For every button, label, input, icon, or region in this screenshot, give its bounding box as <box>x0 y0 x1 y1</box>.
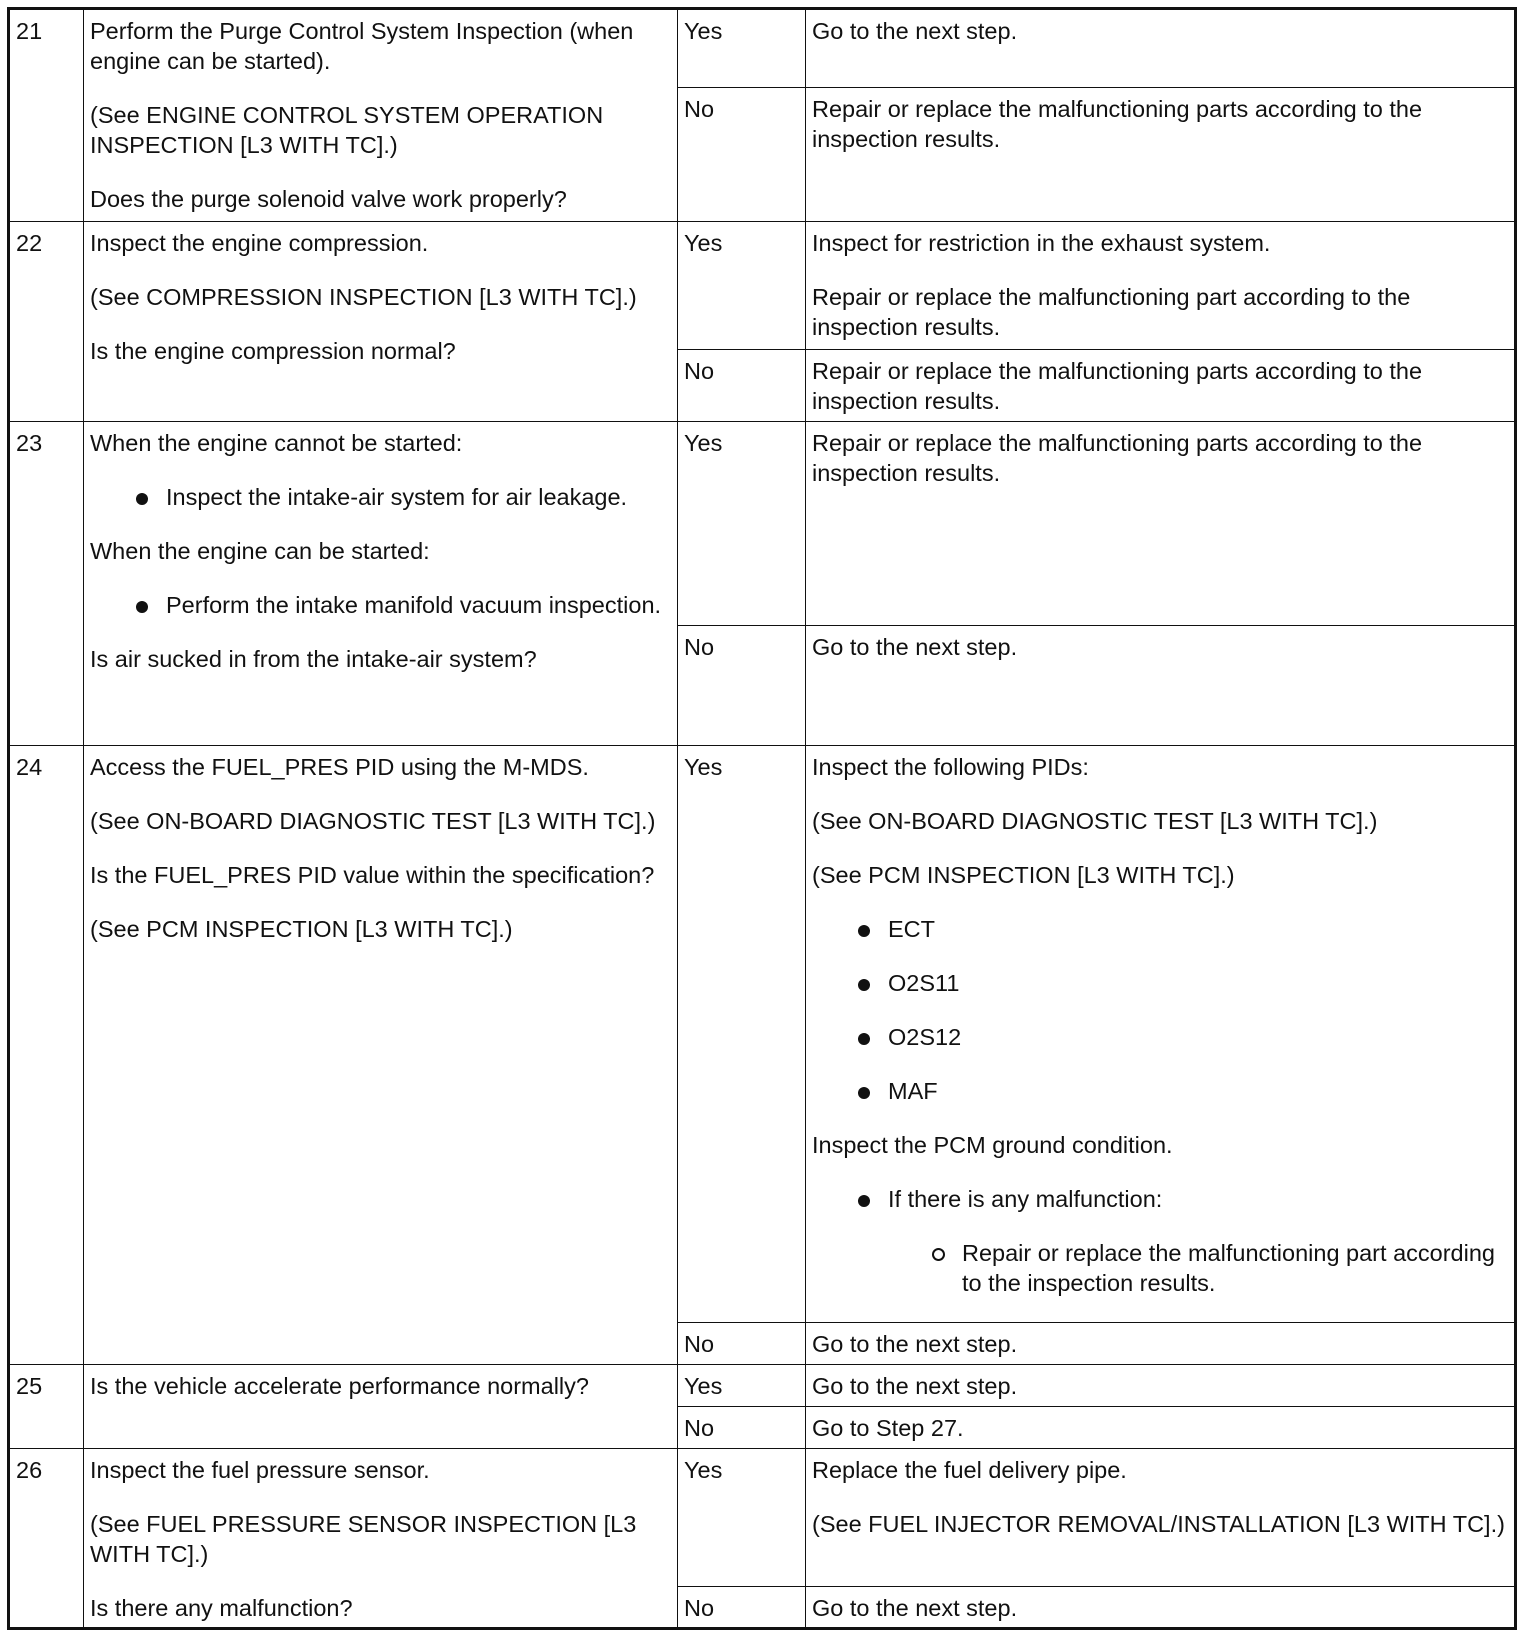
no-result: Go to the next step. <box>806 1587 1516 1629</box>
action-text: Inspect the fuel pressure sensor. <box>90 1457 430 1483</box>
yes-result: Repair or replace the malfunctioning parts according to the inspection results. <box>806 422 1516 626</box>
action-text: When the engine cannot be started: <box>90 430 463 456</box>
pid-item: O2S11 <box>812 968 1508 998</box>
result-text: Repair or replace the malfunctioning part according to the inspection results. <box>812 284 1411 340</box>
step-number: 22 <box>9 222 84 422</box>
reference-text: (See ON-BOARD DIAGNOSTIC TEST [L3 WITH TC].) <box>812 808 1378 834</box>
pid-item: O2S12 <box>812 1022 1508 1052</box>
result-text: Inspect the PCM ground condition. <box>812 1132 1173 1158</box>
list-item: If there is any malfunction: <box>812 1184 1508 1214</box>
pid-item: MAF <box>812 1076 1508 1106</box>
table-row <box>9 746 1516 1323</box>
yes-result <box>806 746 1516 1323</box>
question-text: Is the engine compression normal? <box>90 338 456 364</box>
bullet-list <box>812 1184 1508 1214</box>
no-result: Repair or replace the malfunctioning parts according to the inspection results. <box>806 350 1516 422</box>
result-text: Replace the fuel delivery pipe. <box>812 1457 1127 1483</box>
step-number: 23 <box>9 422 84 746</box>
action-text: Access the FUEL_PRES PID using the M-MDS. <box>90 754 589 780</box>
action-text: Inspect the engine compression. <box>90 230 429 256</box>
yes-label: Yes <box>678 9 806 88</box>
no-label: No <box>678 626 806 746</box>
no-label: No <box>678 88 806 222</box>
no-result: Go to the next step. <box>806 626 1516 746</box>
action-cell <box>84 1365 678 1449</box>
list-item: Perform the intake manifold vacuum inspection. <box>90 590 671 620</box>
no-result: Go to Step 27. <box>806 1407 1516 1449</box>
action-text: Perform the Purge Control System Inspection (when engine can be started). <box>90 18 634 74</box>
pid-item: ECT <box>812 914 1508 944</box>
table-row <box>9 1449 1516 1587</box>
table-row <box>9 1365 1516 1407</box>
table-row <box>9 9 1516 88</box>
no-label: No <box>678 1407 806 1449</box>
no-label: No <box>678 1323 806 1365</box>
pid-list <box>812 914 1508 1106</box>
action-cell <box>84 1449 678 1629</box>
yes-label: Yes <box>678 1449 806 1587</box>
table-row <box>9 422 1516 626</box>
yes-result: Go to the next step. <box>806 9 1516 88</box>
yes-result <box>806 1449 1516 1587</box>
question-text: Is the vehicle accelerate performance normally? <box>90 1373 589 1399</box>
question-text: Does the purge solenoid valve work properly? <box>90 186 567 212</box>
reference-text: (See FUEL INJECTOR REMOVAL/INSTALLATION [L3 WITH TC].) <box>812 1511 1505 1537</box>
action-cell <box>84 9 678 222</box>
action-cell <box>84 422 678 746</box>
reference-text: (See ON-BOARD DIAGNOSTIC TEST [L3 WITH TC].) <box>90 808 656 834</box>
question-text: Is air sucked in from the intake-air system? <box>90 646 537 672</box>
no-label: No <box>678 350 806 422</box>
yes-label: Yes <box>678 1365 806 1407</box>
action-text: When the engine can be started: <box>90 538 430 564</box>
yes-result <box>806 222 1516 350</box>
action-cell <box>84 222 678 422</box>
bullet-list <box>90 482 671 512</box>
sub-bullet-list <box>812 1238 1508 1298</box>
question-text: Is the FUEL_PRES PID value within the specification? <box>90 862 655 888</box>
reference-text: (See PCM INSPECTION [L3 WITH TC].) <box>812 862 1235 888</box>
table-row <box>9 222 1516 350</box>
step-number: 25 <box>9 1365 84 1449</box>
yes-label: Yes <box>678 746 806 1323</box>
step-number: 24 <box>9 746 84 1365</box>
yes-label: Yes <box>678 222 806 350</box>
troubleshooting-document <box>7 7 1514 1630</box>
yes-label: Yes <box>678 422 806 626</box>
result-text: Inspect the following PIDs: <box>812 754 1089 780</box>
no-label: No <box>678 1587 806 1629</box>
reference-text: (See COMPRESSION INSPECTION [L3 WITH TC].) <box>90 284 637 310</box>
result-text: Inspect for restriction in the exhaust system. <box>812 230 1271 256</box>
sub-list-item: Repair or replace the malfunctioning part according to the inspection results. <box>812 1238 1508 1298</box>
question-text: Is there any malfunction? <box>90 1595 353 1621</box>
step-number: 21 <box>9 9 84 222</box>
reference-text: (See FUEL PRESSURE SENSOR INSPECTION [L3 WITH TC].) <box>90 1511 637 1567</box>
yes-result: Go to the next step. <box>806 1365 1516 1407</box>
bullet-list <box>90 590 671 620</box>
action-cell <box>84 746 678 1365</box>
step-number: 26 <box>9 1449 84 1629</box>
diagnostic-procedure-table <box>7 7 1517 1630</box>
no-result: Go to the next step. <box>806 1323 1516 1365</box>
list-item: Inspect the intake-air system for air leakage. <box>90 482 671 512</box>
reference-text: (See ENGINE CONTROL SYSTEM OPERATION INSPECTION [L3 WITH TC].) <box>90 102 604 158</box>
reference-text: (See PCM INSPECTION [L3 WITH TC].) <box>90 916 513 942</box>
no-result: Repair or replace the malfunctioning parts according to the inspection results. <box>806 88 1516 222</box>
